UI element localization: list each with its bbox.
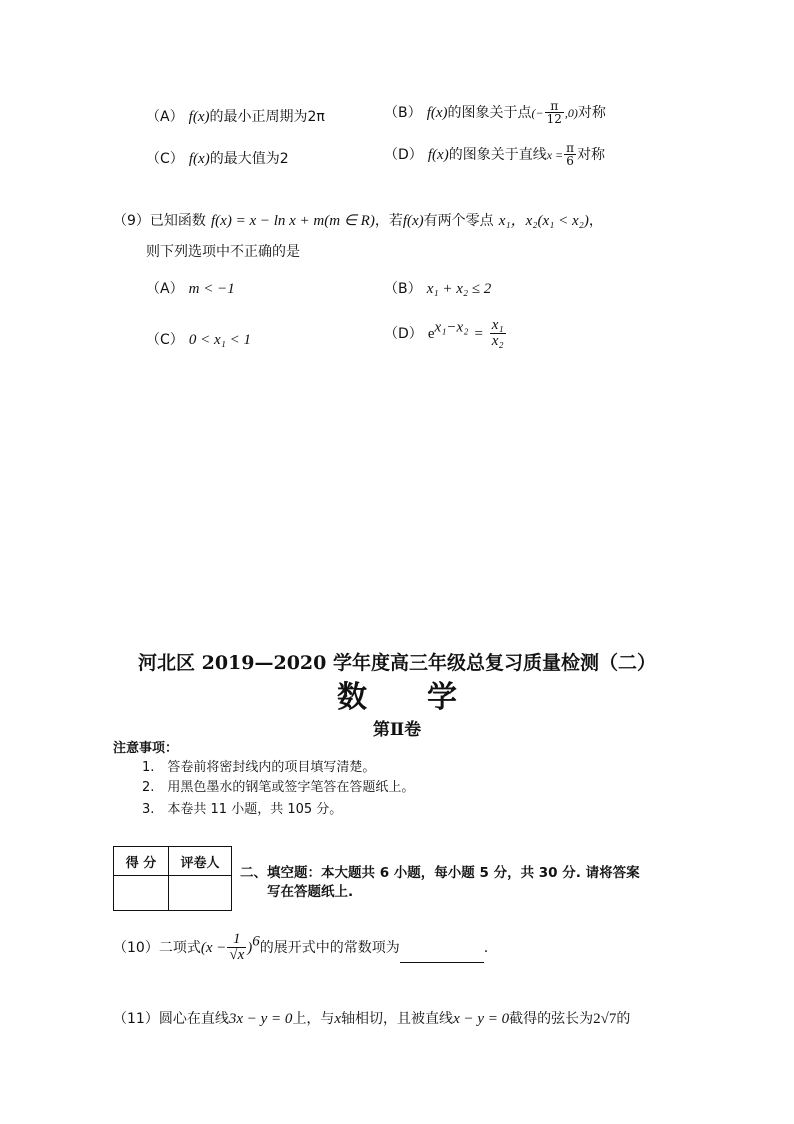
grader-cell[interactable] [169,876,232,911]
notice-item: 1. 答卷前将密封线内的项目填写清楚。 [142,760,376,775]
score-table [113,846,232,911]
fraction: $\frac{1}{√x}$ [229,931,245,963]
subject-title: 数 学 [337,680,457,715]
section2-heading: 二、填空题：本大题共 6 小题，每小题 5 分，共 30 分. 请将答案 [240,865,640,881]
q9-option-d: （D） $e^{x_1-x_2}$ = $\frac{\text{x₁}}{\text{x₂}}$ [384,317,504,349]
notice-heading: 注意事项： [113,741,179,756]
q9-stem: （9）已知函数 f(x) = x − ln x + m(m ∈ R)，若f(x)有两个零点 x₁，x₂(x₁ < x₂)， [113,213,603,229]
q9-option-a: （A） m < −1 [146,281,235,297]
section2-heading-line2: 写在答题纸上. [267,884,354,900]
q8-option-d: （D） f(x)的图象关于直线x = $\frac{\pi}{6}$ 对称 [384,141,606,168]
q9-stem-line2: 则下列选项中不正确的是 [146,244,300,260]
exam-title: 河北区 2019—2020 学年度高三年级总复习质量检测（二） [138,652,656,674]
q9-option-b: （B） x₁ + x₂ ≤ 2 [384,281,492,297]
q8-option-c: （C） f(x)的最大值为2 [146,151,289,167]
q8-option-a: （A） f(x)的最小正周期为2π [146,109,325,125]
notice-item: 2. 用黑色墨水的钢笔或签字笔答在答题纸上。 [142,780,415,795]
fraction: $\frac{\pi}{12}$ [546,99,562,126]
q10: （10）二项式(x − $\frac{1}{√x}$ )$^6$的展开式中的常数项为 . [113,931,489,963]
answer-blank[interactable] [400,948,484,963]
q11: （11）圆心在直线3x − y = 0上，与x轴相切，且被直线x − y = 0截得的弦长为2√7的 [113,1011,631,1027]
q8-option-b: （B） f(x)的图象关于点(− $\frac{\pi}{12}$ ,0)对称 [384,99,606,126]
notice-item: 3. 本卷共 11 小题，共 105 分。 [142,802,343,817]
fraction: $\frac{\text{x₁}}{\text{x₂}}$ [491,317,504,349]
score-header: 得 分 [114,847,169,876]
volume-title: 第Ⅱ卷 [372,720,422,740]
q9-option-c: （C） 0 < x₁ < 1 [146,332,251,348]
grader-header: 评卷人 [169,847,232,876]
fraction: $\frac{\pi}{6}$ [566,141,575,168]
score-cell[interactable] [114,876,169,911]
